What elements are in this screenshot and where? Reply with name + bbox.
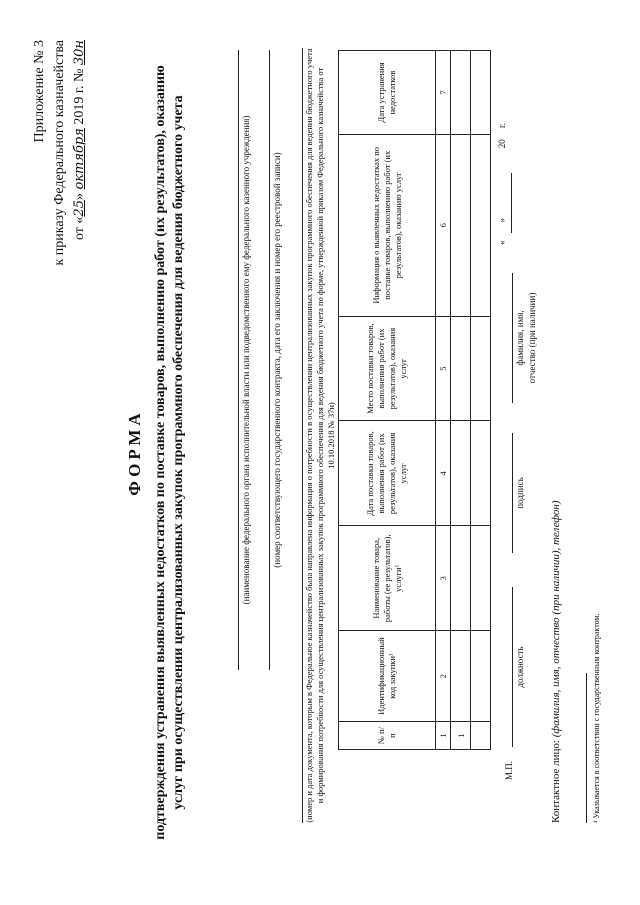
- contact-label: Контактное лицо:: [550, 737, 562, 823]
- table-header-row: [339, 51, 436, 750]
- signature-line: [512, 433, 513, 553]
- name-line: [512, 273, 513, 403]
- sign-date: « » 20 г.: [497, 123, 507, 245]
- annex-title: Приложение № 3: [32, 40, 47, 143]
- name-caption-1: фамилия, имя,: [515, 310, 525, 366]
- table-cell: [471, 631, 491, 722]
- form-subtitle: подтверждения устранения выявленных недостатков по поставке товаров, выполнению работ (их результатов), оказанию услуг при осуществлении централизованных закупок программного обеспечения для ведения бюджетного учета: [153, 65, 186, 840]
- signature-caption: подпись: [515, 477, 525, 509]
- header-delivery-date: Дата поставки товаров, выполнения работ (их результатов), оказания услуг: [339, 421, 436, 526]
- table-cell: [451, 421, 471, 526]
- contract-line: [269, 50, 270, 670]
- contract-caption: (номер соответствующего государственного контракта, дата его заключения и номер его реестровой записи): [272, 152, 282, 568]
- annex-day: 25: [72, 200, 87, 217]
- position-caption: должность: [515, 646, 525, 688]
- table-cell: [471, 51, 491, 135]
- column-number: 5: [436, 316, 451, 421]
- table-cell: [471, 526, 491, 631]
- table-row: [471, 51, 491, 750]
- stamp-label: М.П.: [504, 760, 514, 780]
- header-defects-info: Информация о выявленных недостатках по поставке товаров, выполнению работ (их результатов), оказанию услуг: [339, 134, 436, 316]
- contact-hint: (фамилия, имя, отчество (при наличии), телефон): [550, 500, 562, 738]
- annex-date: от «25» октября 2019 г. № 30н: [72, 40, 87, 241]
- column-number-row: [436, 51, 451, 750]
- header-fix-date: Дата устранения недостатков: [339, 51, 436, 135]
- table-cell: [471, 722, 491, 750]
- document-line: [302, 48, 303, 823]
- table-cell: [471, 421, 491, 526]
- defects-table: [338, 50, 491, 750]
- table-cell: [451, 134, 471, 316]
- column-number: 7: [436, 51, 451, 135]
- form-title: ФОРМА: [125, 409, 144, 496]
- table-cell: [451, 316, 471, 421]
- annex-block: [30, 40, 90, 266]
- table-row: [451, 51, 471, 750]
- column-number: 4: [436, 421, 451, 526]
- annex-month: октября: [72, 128, 87, 190]
- table-cell: 1: [451, 722, 471, 750]
- footnote: ¹ Указывается в соответствии с государственным контрактом.: [592, 613, 601, 823]
- column-number: 1: [436, 722, 451, 750]
- contact-person: [550, 501, 562, 824]
- authority-line: [238, 50, 239, 670]
- header-item-name: Наименование товара, работы (ее результатов), услуги¹: [339, 526, 436, 631]
- date-month-line: [511, 173, 512, 233]
- table-cell: [451, 51, 471, 135]
- column-number: 2: [436, 631, 451, 722]
- table-cell: [471, 134, 491, 316]
- annex-number: 30н: [72, 40, 87, 66]
- authority-caption: (наименование федерального органа исполнительной власти или подведомственного ему федерального казенного учреждения): [241, 115, 251, 605]
- position-line: [512, 587, 513, 747]
- document-caption: (номер и дата документа, которым в Федеральное казначейство была направлена информация о потребности в осуществлении централизованных закупок программного обеспечения для ведения бюджетного учета и формирования потребности для осуществления централизованных закупок программного обеспечения для ведения бюджетного учета по форме, утвержденной приказом Федерального казначейства от 10.10.2018 № 37н): [304, 48, 336, 823]
- column-number: 6: [436, 134, 451, 316]
- annex-order: к приказу Федерального казначейства: [52, 40, 67, 266]
- name-caption-2: отчество (при наличии): [527, 292, 537, 384]
- table-cell: [471, 316, 491, 421]
- table-cell: [451, 631, 471, 722]
- column-number: 3: [436, 526, 451, 631]
- header-delivery-place: Место поставки товаров, выполнения работ (их результатов), оказания услуг: [339, 316, 436, 421]
- header-purchase-code: Идентификационный код закупки¹: [339, 631, 436, 722]
- header-index: № п/п: [339, 722, 436, 750]
- footnote-separator: [586, 673, 587, 823]
- table-cell: [451, 526, 471, 631]
